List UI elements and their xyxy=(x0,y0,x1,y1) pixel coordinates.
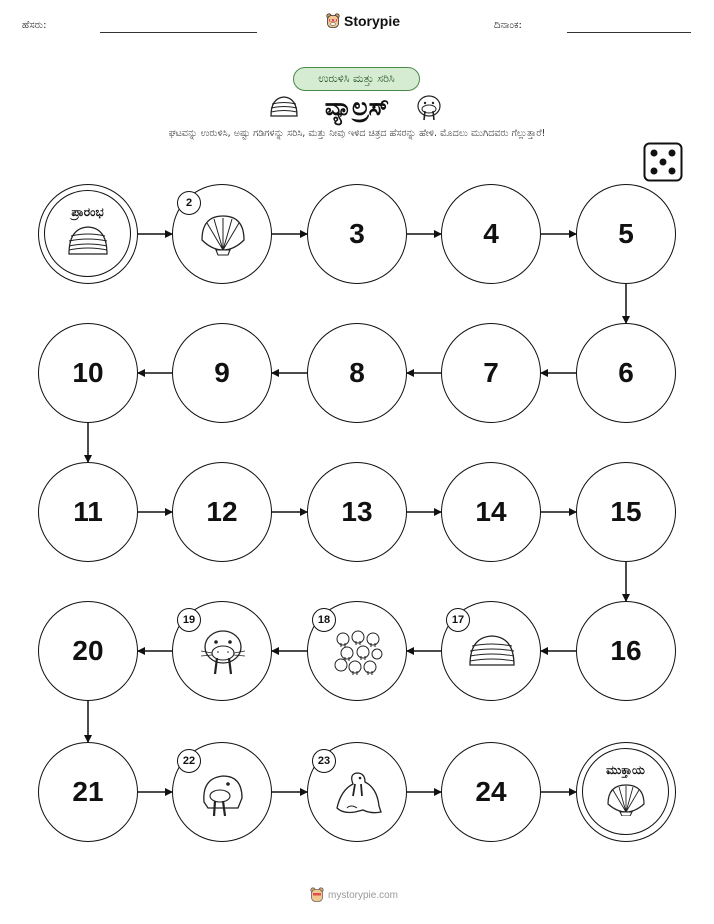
shell-icon xyxy=(605,782,647,816)
brand-name: Storypie xyxy=(344,13,401,29)
space-number: 9 xyxy=(214,357,230,388)
name-label: ಹೆಸರು: xyxy=(22,20,47,31)
space-number: 15 xyxy=(610,496,642,527)
walrus-face-icon xyxy=(198,627,248,677)
board-space-20 xyxy=(38,601,138,701)
board-space-15 xyxy=(576,462,676,562)
board-space-12 xyxy=(172,462,272,562)
board-space-16 xyxy=(576,601,676,701)
space-number: 5 xyxy=(618,218,634,249)
date-label: ದಿನಾಂಕ: xyxy=(494,20,522,31)
space-number: 4 xyxy=(483,218,499,249)
space-number: 11 xyxy=(73,496,103,527)
space-number: 21 xyxy=(72,776,104,807)
finish-space xyxy=(576,742,676,842)
walrus-herd-icon xyxy=(333,627,383,677)
board-space-8 xyxy=(307,323,407,423)
game-title: ವ್ಯಾಲ್ರಸ್ xyxy=(324,93,390,121)
board-space-3 xyxy=(307,184,407,284)
space-number: 12 xyxy=(206,496,238,527)
board-space-13 xyxy=(307,462,407,562)
footer-site: mystorypie.com xyxy=(328,889,399,901)
board-space-7 xyxy=(441,323,541,423)
space-number-badge: 17 xyxy=(446,608,470,632)
board-space-2 xyxy=(172,184,272,284)
finish-label: ಮುಕ್ತಾಯ xyxy=(606,763,645,777)
start-label: ಪ್ರಾರಂಭ xyxy=(71,205,104,219)
start-space xyxy=(38,184,138,284)
instructions: ಘಟವನ್ನು ಉರುಳಿಸಿ, ಅಷ್ಟು ಗಡಿಗಳನ್ನು ಸರಿಸಿ, ಮತ್ತು ನೀವು ಇಳಿದ ಚಿತ್ರದ ಹೆಸರನ್ನು ಹೇಳಿ. ಮೊದಲು ಮುಗಿದವರು ಗೆಲ್ಲುತ್ತಾರೆ! xyxy=(168,128,546,139)
board-space-14 xyxy=(441,462,541,562)
space-number-badge: 2 xyxy=(177,191,201,215)
board-space-23 xyxy=(307,742,407,842)
bear-icon xyxy=(310,887,324,903)
board-space-10 xyxy=(38,323,138,423)
board-space-11 xyxy=(38,462,138,562)
board-space-17 xyxy=(441,601,541,701)
space-number: 14 xyxy=(475,496,507,527)
shell-icon xyxy=(198,210,248,260)
walrus-body-icon xyxy=(333,768,383,818)
blubber-icon xyxy=(467,627,517,677)
space-number: 16 xyxy=(610,635,642,666)
space-number: 3 xyxy=(349,218,365,249)
space-number: 13 xyxy=(341,496,373,527)
space-number-badge: 22 xyxy=(177,749,201,773)
board-space-5 xyxy=(576,184,676,284)
board-space-24 xyxy=(441,742,541,842)
space-number: 20 xyxy=(72,635,104,666)
board-space-18 xyxy=(307,601,407,701)
board-space-6 xyxy=(576,323,676,423)
space-number-badge: 19 xyxy=(177,608,201,632)
space-number: 7 xyxy=(483,357,499,388)
board-space-4 xyxy=(441,184,541,284)
space-number: 8 xyxy=(349,357,365,388)
board-space-22 xyxy=(172,742,272,842)
board-space-21 xyxy=(38,742,138,842)
board-space-9 xyxy=(172,323,272,423)
space-number: 6 xyxy=(618,357,634,388)
space-number: 10 xyxy=(72,357,104,388)
space-number-badge: 18 xyxy=(312,608,336,632)
space-number: 24 xyxy=(475,776,507,807)
walrus-tusks-icon xyxy=(198,768,248,818)
space-number-badge: 23 xyxy=(312,749,336,773)
board-space-19 xyxy=(172,601,272,701)
footer xyxy=(310,887,398,903)
blubber-icon xyxy=(66,224,110,258)
mode-pill: ಉರುಳಿಸಿ ಮತ್ತು ಸರಿಸಿ xyxy=(293,67,420,91)
